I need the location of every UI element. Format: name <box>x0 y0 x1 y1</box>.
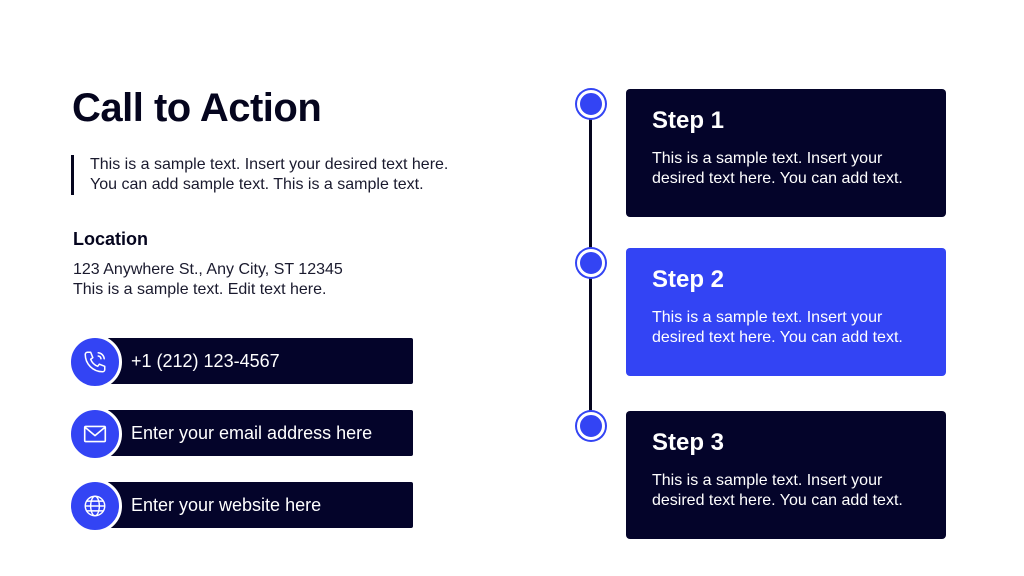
timeline-node-3 <box>577 412 605 440</box>
step-card-1 <box>626 89 946 217</box>
contact-website-label: Enter your website here <box>131 495 322 515</box>
contact-phone-label: +1 (212) 123-4567 <box>131 351 280 371</box>
step-text-line-2: desired text here. You can add text. <box>652 170 903 187</box>
contact-email[interactable] <box>71 410 413 456</box>
step-title: Step 1 <box>652 107 725 134</box>
location-heading: Location <box>73 229 148 249</box>
timeline-node-2 <box>577 249 605 277</box>
page-title: Call to Action <box>72 86 322 130</box>
step-card-3 <box>626 411 946 539</box>
step-card-2 <box>626 248 946 376</box>
step-text-line-1: This is a sample text. Insert your <box>652 472 883 489</box>
phone-icon <box>68 335 122 389</box>
intro-line-2: You can add sample text. This is a sample text. <box>90 176 424 193</box>
email-icon <box>68 407 122 461</box>
step-text-line-1: This is a sample text. Insert your <box>652 150 883 167</box>
intro-quote <box>71 155 510 195</box>
step-text-line-2: desired text here. You can add text. <box>652 329 903 346</box>
location-text <box>73 260 343 300</box>
timeline-node-1 <box>577 90 605 118</box>
intro-line-1: This is a sample text. Insert your desired text here. <box>90 156 449 173</box>
contact-phone[interactable] <box>71 338 413 384</box>
contact-website[interactable] <box>71 482 413 528</box>
step-text-line-1: This is a sample text. Insert your <box>652 309 883 326</box>
step-title: Step 2 <box>652 266 725 293</box>
globe-icon <box>68 479 122 533</box>
location-address: 123 Anywhere St., Any City, ST 12345 <box>73 261 343 278</box>
contact-email-label: Enter your email address here <box>131 423 373 443</box>
location-note: This is a sample text. Edit text here. <box>73 281 327 298</box>
step-title: Step 3 <box>652 429 725 456</box>
step-text-line-2: desired text here. You can add text. <box>652 492 903 509</box>
